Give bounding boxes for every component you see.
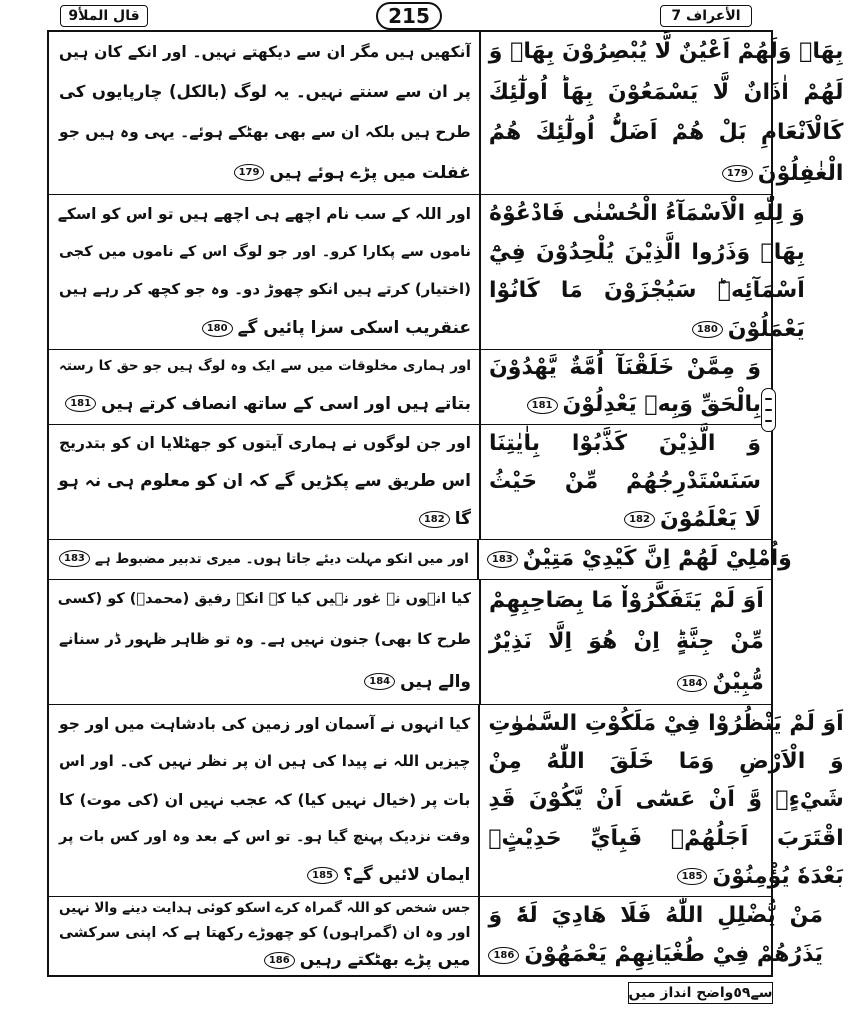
arabic-line: شَيْءٍۙ وَّ اَنْ عَسٰٓى اَنْ يَّكُوْنَ قَدِ	[488, 787, 844, 813]
footer-catchword: سے٥٩واضح انداز میں	[628, 982, 773, 1004]
arabic-line: اَسْمَآئِهٖؕ سَيُجْزَوْنَ مَا كَانُوْا	[489, 278, 805, 304]
urdu-line: اور ہماری مخلوقات میں سے ایک وہ لوگ ہیں جو حق کا رستہ	[59, 358, 471, 375]
urdu-line: جس شخص کو اللہ گمراہ کرے اسکو کوئی ہدایت دینے والا نہیں	[59, 900, 471, 917]
ayah-number-badge: 183	[59, 550, 90, 567]
verse-block-183	[49, 540, 792, 580]
ayah-number-badge: 182	[624, 511, 655, 528]
page-number: 215	[376, 2, 442, 30]
ayah-number-badge: 181	[65, 395, 96, 412]
arabic-line: وَ مِمَّنْ خَلَقْنَآ اُمَّةٌ يَّهْدُوْنَ	[489, 355, 761, 381]
ayah-number-badge: 181	[527, 397, 558, 414]
urdu-translation-cell	[49, 705, 478, 896]
urdu-translation-cell	[49, 425, 479, 539]
urdu-translation-cell	[49, 32, 479, 194]
urdu-line: غفلت میں پڑے ہوئے ہیں179	[59, 161, 471, 186]
verse-block-185	[49, 705, 844, 897]
urdu-line: کیا انہوں نے آسمان اور زمین کی بادشاہت میں اور جو	[59, 714, 471, 733]
arabic-line: سَنَسْتَدْرِجُهُمْ مِّنْ حَيْثُ	[489, 468, 761, 494]
arabic-line: لَا يَعْلَمُوْنَ182	[489, 503, 761, 537]
urdu-line: ناموں سے پکارا کرو۔ اور جو لوگ اس کے ناموں میں کجی	[59, 243, 471, 260]
urdu-line: اور جن لوگوں نے ہماری آیتوں کو جھٹلایا ان کو بتدریج	[59, 434, 471, 453]
urdu-line: پر ان سے سنتے نہیں۔ یہ لوگ (بالکل) چارپایوں کی	[59, 82, 471, 102]
arabic-line: كَالْاَنْعَامِ بَلْ هُمْ اَضَلُّؕ اُولٰٓئِكَ هُمُ	[488, 120, 844, 146]
ayah-number-badge: 184	[677, 675, 708, 692]
urdu-line: کیا انہوں نے غور نہیں کیا کہ انکے رفیق (محمدؐ) کو (کسی	[57, 591, 471, 608]
urdu-line: بتاتے ہیں اور اسی کے ساتھ انصاف کرتے ہیں181	[59, 392, 471, 417]
juz-label: قال الملأ9	[60, 5, 148, 27]
arabic-line: مِّنْ جِنَّةٍؕ اِنْ هُوَ اِلَّا نَذِيْرٌ	[489, 628, 764, 654]
arabic-text-cell	[479, 195, 815, 349]
ayah-number-badge: 185	[677, 868, 708, 885]
arabic-line: لَهُمْ اٰذَانٌ لَّا يَسْمَعُوْنَ بِهَاؕ اُولٰٓئِكَ	[488, 79, 844, 105]
ayah-number-badge: 182	[419, 511, 450, 528]
urdu-line: اور اللہ کے سب نام اچھے ہی اچھے ہیں تو اس کو اسکے	[57, 205, 471, 224]
verse-block-184	[49, 580, 771, 705]
verse-block-186	[49, 897, 824, 975]
arabic-line: وَ الَّذِيْنَ كَذَّبُوْا بِاٰيٰتِنَا	[489, 430, 761, 456]
urdu-translation-cell	[49, 580, 479, 704]
arabic-text-cell	[477, 540, 802, 579]
urdu-line: وقت نزدیک پہنچ گیا ہو۔ تو اس کے بعد وہ اور کس بات پر	[59, 828, 471, 845]
urdu-line: عنقریب اسکی سزا پائیں گے180	[59, 316, 471, 341]
urdu-translation-cell	[49, 195, 479, 349]
urdu-line: والے ہیں184	[59, 670, 471, 695]
urdu-line: ایمان لائیں گے؟185	[59, 863, 470, 888]
ayah-number-badge: 184	[364, 673, 395, 690]
verse-block-179	[49, 32, 844, 195]
urdu-line: گا182	[59, 507, 471, 532]
urdu-line: اس طریق سے پکڑیں گے کہ ان کو معلوم ہی نہ ہو	[58, 470, 471, 491]
arabic-line: بِهَاۖ وَذَرُوا الَّذِيْنَ يُلْحِدُوْنَ فِيْٓ	[489, 239, 805, 265]
arabic-line: وَ الْاَرْضِ وَمَا خَلَقَ اللّٰهُ مِنْ	[488, 749, 844, 775]
verse-block-180	[49, 195, 805, 350]
urdu-line: طرح ہیں بلکہ ان سے بھی بھٹکے ہوئے۔ یہی وہ ہیں جو	[59, 123, 471, 142]
arabic-line: اقْتَرَبَ اَجَلُهُمْۚ فَبِاَيِّ حَدِيْثٍۭ	[488, 825, 844, 851]
ayah-number-badge: 183	[487, 551, 518, 568]
arabic-line: وَ لِلّٰهِ الْاَسْمَآءُ الْحُسْنٰى فَادْعُوْهُ	[489, 201, 805, 227]
arabic-text-cell	[479, 32, 854, 194]
arabic-text-cell	[478, 897, 833, 975]
urdu-translation-cell	[49, 350, 479, 424]
urdu-line: آنکھیں ہیں مگر ان سے دیکھتے نہیں۔ اور انکے کان ہیں	[59, 42, 471, 61]
urdu-line: (اختیار) کرتے ہیں انکو چھوڑ دو۔ وہ جو کچھ کر رہے ہیں	[59, 279, 471, 298]
ayah-number-badge: 180	[692, 321, 723, 338]
urdu-line: اور میں انکو مہلت دیئے جاتا ہوں۔ میری تدبیر مضبوط ہے183	[59, 550, 469, 570]
ruku-marker	[761, 388, 776, 432]
verse-block-182	[49, 425, 771, 540]
ayah-number-badge: 185	[307, 867, 338, 884]
arabic-line: بِالْحَقِّ وَبِهٖ يَعْدِلُوْنَ181	[489, 388, 761, 422]
arabic-line: بَعْدَهٗ يُؤْمِنُوْنَ185	[488, 860, 843, 894]
arabic-line: وَاُمْلِيْ لَهُمْؕ اِنَّ كَيْدِيْ مَتِيْنٌ183	[487, 542, 792, 576]
ayah-number-badge: 179	[234, 164, 265, 181]
ayah-number-badge: 179	[722, 165, 753, 182]
arabic-line: اَوَ لَمْ يَتَفَكَّرُوْاٚ مَا بِصَاحِبِهِمْ	[489, 587, 764, 613]
arabic-text-cell	[478, 705, 853, 896]
verse-block-181	[49, 350, 771, 425]
urdu-line: میں پڑے بھٹکتے رہیں186	[59, 948, 470, 973]
arabic-line: بِهَاۡ وَلَهُمْ اَعْيُنٌ لَّا يُبْصِرُوْنَ بِهَاۡ وَ	[488, 39, 844, 65]
urdu-translation-cell	[49, 540, 477, 579]
arabic-line: يَعْمَلُوْنَ180	[489, 313, 805, 347]
surah-label: الأعراف 7	[660, 5, 752, 27]
ayah-number-badge: 180	[202, 320, 233, 337]
ayah-number-badge: 186	[488, 947, 519, 964]
urdu-line: اور وہ ان (گمراہوں) کو چھوڑے رکھتا ہے کہ اپنی سرکشی	[59, 924, 471, 941]
arabic-line: مُّبِيْنٌ184	[489, 666, 764, 700]
arabic-line: مَنْ يُّضْلِلِ اللّٰهُ فَلَا هَادِيَ لَهٗؕ وَ	[488, 903, 824, 929]
urdu-line: بات پر (خیال نہیں کیا) کہ عجب نہیں ان (کی موت) کا	[59, 790, 471, 809]
urdu-line: چیزیں اللہ نے پیدا کی ہیں ان پر نظر نہیں کی۔ اور اس	[59, 752, 471, 771]
urdu-translation-cell	[49, 897, 478, 975]
page-frame	[47, 30, 844, 977]
ayah-number-badge: 186	[264, 952, 295, 969]
urdu-line: طرح کا بھی) جنون نہیں ہے۔ وہ تو ظاہر ظہور ڈر سنانے	[59, 630, 471, 649]
arabic-line: يَذَرُهُمْ فِيْ طُغْيَانِهِمْ يَعْمَهُوْنَ186	[488, 938, 823, 972]
arabic-text-cell	[479, 350, 771, 424]
arabic-line: اَوَ لَمْ يَنْظُرُوْا فِيْ مَلَكُوْتِ السَّمٰوٰتِ	[488, 711, 844, 737]
arabic-text-cell	[479, 580, 774, 704]
arabic-text-cell	[479, 425, 771, 539]
arabic-line: الْغٰفِلُوْنَ179	[489, 157, 844, 191]
